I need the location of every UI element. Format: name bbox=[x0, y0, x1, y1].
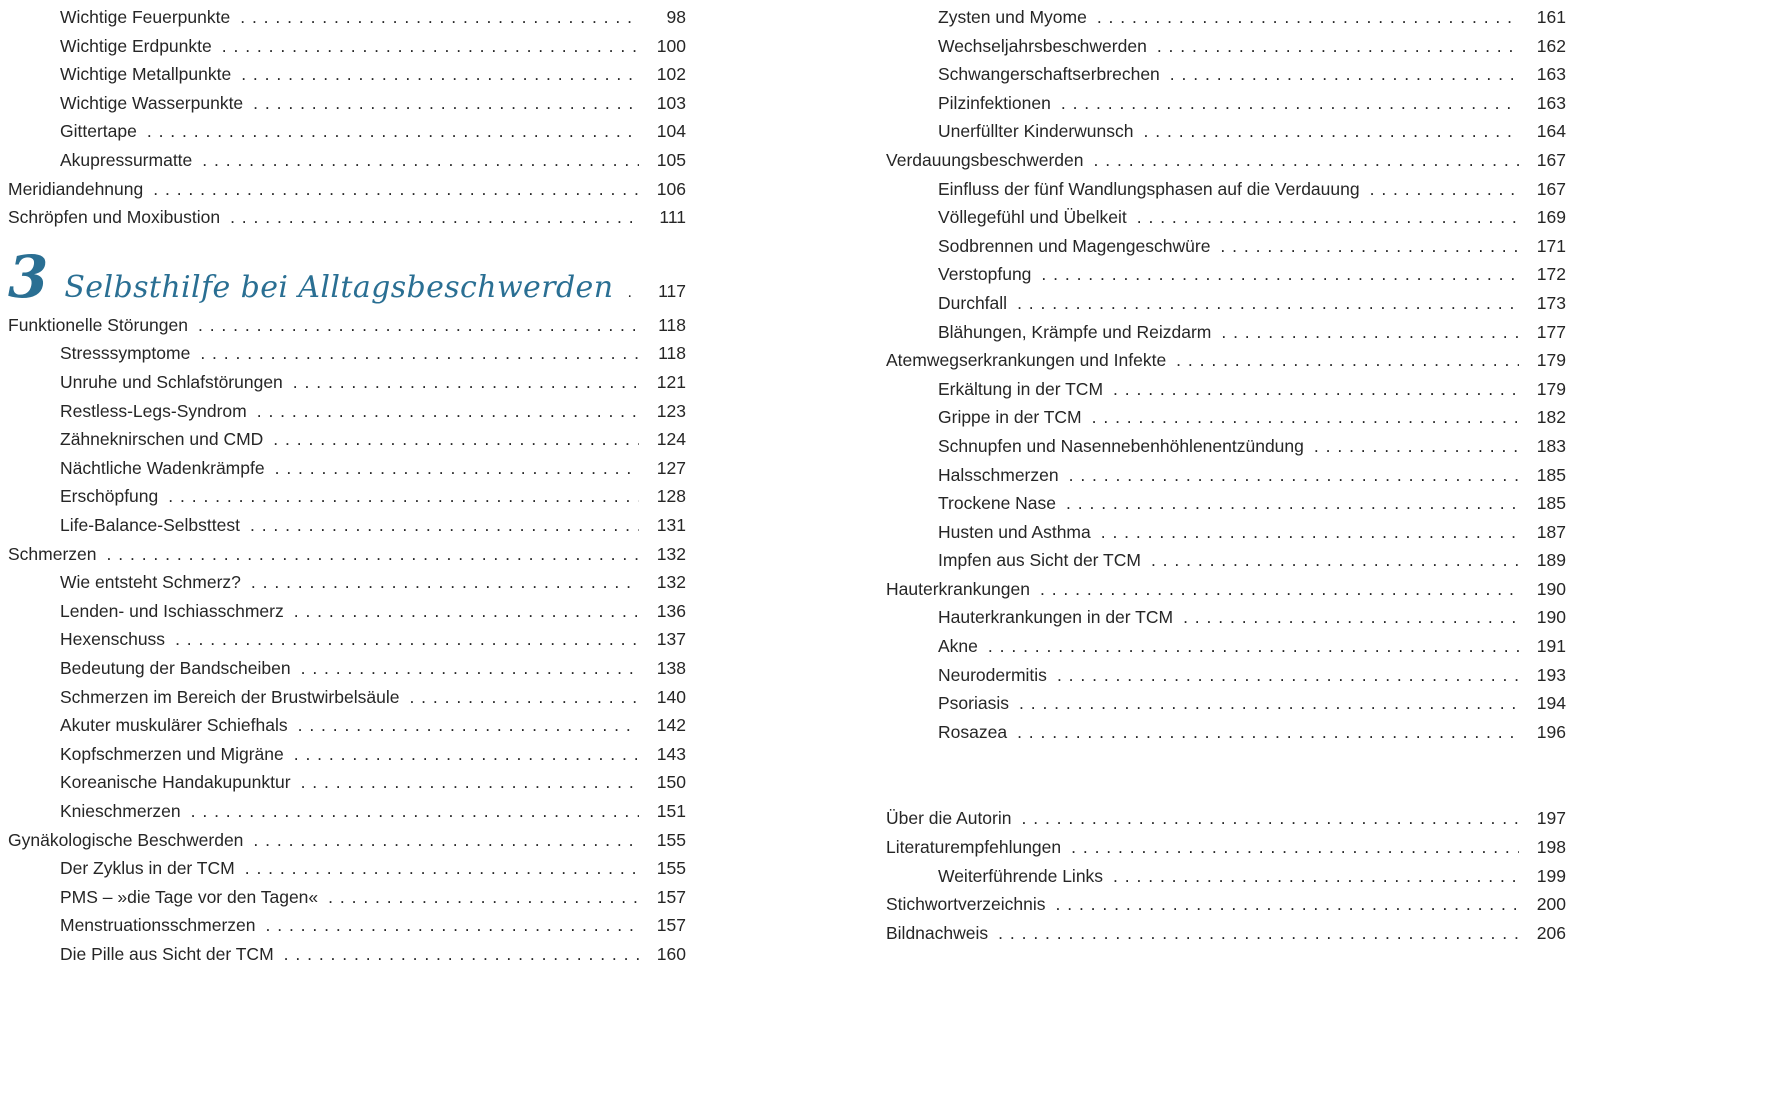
toc-entry-page: 140 bbox=[656, 686, 686, 707]
toc-entry bbox=[886, 575, 1566, 604]
toc-entry-page: 172 bbox=[1536, 264, 1566, 285]
toc-entry-page: 132 bbox=[656, 543, 686, 564]
toc-entry-label: Halsschmerzen bbox=[938, 464, 1059, 485]
dot-leader bbox=[202, 146, 639, 175]
toc-entry bbox=[886, 3, 1566, 32]
toc-entry-label: Bedeutung der Bandscheiben bbox=[60, 657, 291, 678]
toc-entry-page: 157 bbox=[656, 886, 686, 907]
dot-leader bbox=[200, 339, 639, 368]
toc-entry bbox=[8, 883, 686, 912]
dot-leader bbox=[293, 368, 639, 397]
toc-entry-page: 183 bbox=[1536, 435, 1566, 456]
toc-entry bbox=[886, 375, 1566, 404]
toc-entry-label: Akne bbox=[938, 636, 978, 657]
toc-entry-label: Psoriasis bbox=[938, 693, 1009, 714]
toc-entry-label: Menstruationsschmerzen bbox=[60, 915, 256, 936]
toc-entry bbox=[8, 454, 686, 483]
toc-entry bbox=[8, 654, 686, 683]
toc-entry-label: Wichtige Metallpunkte bbox=[60, 64, 232, 85]
dot-leader bbox=[1061, 89, 1519, 118]
toc-entry-page: 171 bbox=[1536, 235, 1566, 256]
toc-entry-page: 102 bbox=[656, 64, 686, 85]
toc-entry-label: Koreanische Handakupunktur bbox=[60, 772, 291, 793]
toc-entry-page: 118 bbox=[658, 314, 686, 335]
toc-entry-page: 167 bbox=[1536, 178, 1566, 199]
dot-leader bbox=[1066, 489, 1519, 518]
toc-entry-page: 197 bbox=[1536, 808, 1566, 829]
toc-entry-label: Grippe in der TCM bbox=[938, 407, 1082, 428]
toc-entry-label: Wichtige Wasserpunkte bbox=[60, 92, 244, 113]
toc-entry bbox=[8, 625, 686, 654]
toc-entry bbox=[8, 683, 686, 712]
dot-leader bbox=[1370, 175, 1519, 204]
toc-entry-page: 150 bbox=[656, 772, 686, 793]
chapter-heading bbox=[8, 242, 686, 311]
toc-column-right bbox=[886, 3, 1566, 947]
dot-leader bbox=[301, 768, 639, 797]
toc-entry-label: Gynäkologische Beschwerden bbox=[8, 829, 244, 850]
toc-entry-page: 164 bbox=[1536, 121, 1566, 142]
chapter-title: Selbsthilfe bei Alltagsbeschwerden bbox=[64, 269, 614, 305]
toc-entry bbox=[886, 175, 1566, 204]
toc-entry-label: Schwangerschaftserbrechen bbox=[938, 64, 1160, 85]
toc-entry bbox=[8, 203, 686, 232]
toc-entry bbox=[886, 318, 1566, 347]
toc-entry-label: Völlegefühl und Übelkeit bbox=[938, 207, 1127, 228]
toc-entry-label: Wichtige Erdpunkte bbox=[60, 35, 212, 56]
toc-entry bbox=[886, 89, 1566, 118]
toc-entry-label: Verstopfung bbox=[938, 264, 1032, 285]
toc-entry bbox=[8, 797, 686, 826]
toc-entry-page: 137 bbox=[656, 629, 686, 650]
toc-entry bbox=[8, 768, 686, 797]
toc-entry-page: 161 bbox=[1536, 7, 1566, 27]
dot-leader bbox=[168, 482, 639, 511]
toc-entry-label: Stichwortverzeichnis bbox=[886, 894, 1046, 915]
toc-entry-page: 198 bbox=[1536, 837, 1566, 858]
toc-entry bbox=[886, 203, 1566, 232]
toc-entry bbox=[8, 711, 686, 740]
dot-leader bbox=[294, 597, 639, 626]
toc-entry-page: 185 bbox=[1536, 464, 1566, 485]
toc-entry-page: 127 bbox=[656, 457, 686, 478]
toc-entry bbox=[886, 432, 1566, 461]
toc-entry-label: Akupressurmatte bbox=[60, 149, 193, 170]
toc-entry-page: 118 bbox=[658, 343, 686, 364]
dot-leader bbox=[107, 540, 639, 569]
toc-entry-label: Schmerzen bbox=[8, 543, 97, 564]
toc-entry-label: Erkältung in der TCM bbox=[938, 378, 1104, 399]
toc-entry bbox=[8, 89, 686, 118]
toc-entry bbox=[886, 661, 1566, 690]
toc-entry bbox=[886, 403, 1566, 432]
dot-leader bbox=[273, 425, 639, 454]
toc-entry-page: 98 bbox=[666, 7, 686, 27]
chapter-number: 3 bbox=[8, 242, 49, 311]
toc-entry-page: 185 bbox=[1536, 493, 1566, 514]
toc-entry-label: Schmerzen im Bereich der Brustwirbelsäule bbox=[60, 686, 400, 707]
toc-entry-label: Pilzinfektionen bbox=[938, 92, 1051, 113]
toc-entry-label: Stresssymptome bbox=[60, 343, 191, 364]
toc-entry bbox=[886, 632, 1566, 661]
toc-entry bbox=[886, 117, 1566, 146]
toc-entry-page: 104 bbox=[656, 121, 686, 142]
toc-entry bbox=[8, 3, 686, 32]
dot-leader bbox=[1040, 575, 1519, 604]
toc-entry-label: Wie entsteht Schmerz? bbox=[60, 572, 241, 593]
toc-entry-page: 179 bbox=[1536, 378, 1566, 399]
toc-entry-label: Funktionelle Störungen bbox=[8, 314, 188, 335]
toc-entry bbox=[886, 489, 1566, 518]
dot-leader bbox=[1057, 661, 1519, 690]
dot-leader bbox=[230, 203, 639, 232]
toc-entry bbox=[886, 461, 1566, 490]
toc-entry-label: Impfen aus Sicht der TCM bbox=[938, 550, 1141, 571]
toc-entry-page: 173 bbox=[1536, 292, 1566, 313]
dot-leader bbox=[294, 740, 639, 769]
toc-entry-label: Die Pille aus Sicht der TCM bbox=[60, 943, 274, 964]
chapter-page-number: 117 bbox=[658, 280, 686, 301]
toc-entry bbox=[886, 833, 1566, 862]
toc-entry-label: Einfluss der fünf Wandlungsphasen auf die Verdauung bbox=[938, 178, 1360, 199]
toc-entry bbox=[8, 397, 686, 426]
toc-entry-page: 103 bbox=[656, 92, 686, 113]
toc-entry-label: Zysten und Myome bbox=[938, 7, 1087, 27]
toc-entry-page: 121 bbox=[656, 372, 686, 393]
dot-leader bbox=[1097, 3, 1519, 32]
toc-entry bbox=[886, 260, 1566, 289]
toc-entry-page: 162 bbox=[1536, 35, 1566, 56]
toc-entry-label: Neurodermitis bbox=[938, 664, 1047, 685]
toc-entry bbox=[8, 117, 686, 146]
toc-entry-page: 169 bbox=[1536, 207, 1566, 228]
toc-entry-page: 155 bbox=[656, 829, 686, 850]
toc-entry bbox=[8, 311, 686, 340]
toc-entry-label: Life-Balance-Selbsttest bbox=[60, 515, 240, 535]
toc-entry bbox=[8, 911, 686, 940]
toc-section-gap bbox=[886, 746, 1566, 804]
toc-entry bbox=[8, 60, 686, 89]
toc-entry bbox=[8, 425, 686, 454]
toc-entry bbox=[886, 890, 1566, 919]
toc-entry-label: Schnupfen und Nasennebenhöhlenentzündung bbox=[938, 435, 1304, 456]
toc-entry-page: 143 bbox=[656, 743, 686, 764]
dot-leader bbox=[1019, 689, 1519, 718]
toc-entry-label: Knieschmerzen bbox=[60, 800, 181, 821]
toc-entry bbox=[886, 919, 1566, 948]
toc-entry-label: Nächtliche Wadenkrämpfe bbox=[60, 457, 265, 478]
toc-entry-page: 190 bbox=[1536, 607, 1566, 628]
dot-leader bbox=[1176, 346, 1519, 375]
dot-leader bbox=[241, 60, 639, 89]
toc-entry-label: Restless-Legs-Syndrom bbox=[60, 400, 247, 421]
dot-leader bbox=[998, 919, 1519, 948]
dot-leader bbox=[147, 117, 639, 146]
toc-entry bbox=[886, 146, 1566, 175]
dot-leader bbox=[1221, 318, 1519, 347]
toc-entry-label: Kopfschmerzen und Migräne bbox=[60, 743, 284, 764]
dot-leader bbox=[1314, 432, 1519, 461]
toc-entry-label: Gittertape bbox=[60, 121, 137, 142]
toc-entry-page: 136 bbox=[656, 600, 686, 621]
dot-leader bbox=[298, 711, 639, 740]
dot-leader bbox=[284, 940, 639, 969]
toc-entry-page: 177 bbox=[1536, 321, 1566, 342]
toc-entry-page: 182 bbox=[1536, 407, 1566, 428]
toc-entry-page: 151 bbox=[656, 800, 686, 821]
toc-entry-label: Über die Autorin bbox=[886, 808, 1012, 829]
toc-entry-label: Trockene Nase bbox=[938, 493, 1057, 514]
toc-entry bbox=[886, 60, 1566, 89]
toc-entry bbox=[8, 826, 686, 855]
toc-entry-label: Unerfüllter Kinderwunsch bbox=[938, 121, 1134, 142]
toc-entry-label: Hexenschuss bbox=[60, 629, 166, 650]
dot-leader bbox=[253, 826, 639, 855]
toc-entry-label: Zähneknirschen und CMD bbox=[60, 429, 264, 450]
toc-entry bbox=[8, 368, 686, 397]
toc-entry-page: 194 bbox=[1536, 693, 1566, 714]
toc-entry-page: 100 bbox=[656, 35, 686, 56]
toc-entry-label: Husten und Asthma bbox=[938, 521, 1091, 542]
toc-entry-page: 131 bbox=[656, 515, 686, 535]
toc-entry bbox=[886, 518, 1566, 547]
toc-entry bbox=[8, 597, 686, 626]
toc-column-left bbox=[8, 3, 686, 969]
dot-leader bbox=[275, 454, 639, 483]
dot-leader bbox=[301, 654, 639, 683]
dot-leader bbox=[1170, 60, 1519, 89]
toc-entry-label: Rosazea bbox=[938, 721, 1008, 742]
dot-leader bbox=[251, 568, 639, 597]
toc-entry bbox=[886, 346, 1566, 375]
toc-entry bbox=[8, 540, 686, 569]
dot-leader bbox=[153, 175, 639, 204]
dot-leader bbox=[191, 797, 639, 826]
toc-entry-label: Literaturempfehlungen bbox=[886, 837, 1062, 858]
dot-leader bbox=[1092, 403, 1519, 432]
toc-entry-page: 189 bbox=[1536, 550, 1566, 571]
toc-entry bbox=[8, 854, 686, 883]
toc-entry-label: Der Zyklus in der TCM bbox=[60, 858, 235, 879]
toc-entry-label: Sodbrennen und Magengeschwüre bbox=[938, 235, 1211, 256]
toc-entry-page: 142 bbox=[656, 715, 686, 736]
dot-leader bbox=[1113, 862, 1519, 891]
toc-entry bbox=[8, 740, 686, 769]
toc-entry-page: 106 bbox=[656, 178, 686, 199]
toc-entry-page: 157 bbox=[656, 915, 686, 936]
dot-leader bbox=[1157, 32, 1519, 61]
toc-entry-page: 132 bbox=[656, 572, 686, 593]
toc-entry bbox=[886, 603, 1566, 632]
dot-leader bbox=[175, 625, 639, 654]
toc-entry-page: 128 bbox=[656, 486, 686, 507]
toc-entry-page: 199 bbox=[1536, 865, 1566, 886]
toc-entry-label: Wechseljahrsbeschwerden bbox=[938, 35, 1147, 56]
dot-leader bbox=[1101, 518, 1519, 547]
toc-entry-label: Akuter muskulärer Schiefhals bbox=[60, 715, 288, 736]
dot-leader bbox=[222, 32, 639, 61]
dot-leader bbox=[1017, 718, 1519, 747]
toc-entry-page: 111 bbox=[659, 207, 686, 228]
dot-leader bbox=[1017, 289, 1519, 318]
toc-entry-page: 167 bbox=[1536, 149, 1566, 170]
toc-entry bbox=[8, 339, 686, 368]
dot-leader bbox=[409, 683, 639, 712]
toc-entry-label: Erschöpfung bbox=[60, 486, 159, 507]
toc-entry-page: 187 bbox=[1536, 521, 1566, 542]
toc-entry-label: Atemwegserkrankungen und Infekte bbox=[886, 350, 1167, 371]
dot-leader bbox=[988, 632, 1519, 661]
dot-leader bbox=[1151, 546, 1519, 575]
toc-entry-page: 179 bbox=[1536, 350, 1566, 371]
dot-leader bbox=[245, 854, 639, 883]
toc-entry-page: 206 bbox=[1536, 922, 1566, 943]
toc-entry-page: 138 bbox=[656, 657, 686, 678]
toc-entry-page: 105 bbox=[656, 149, 686, 170]
toc-entry bbox=[886, 546, 1566, 575]
toc-entry-label: Blähungen, Krämpfe und Reizdarm bbox=[938, 321, 1212, 342]
dot-leader bbox=[1071, 833, 1519, 862]
toc-entry bbox=[886, 289, 1566, 318]
toc-entry-page: 200 bbox=[1536, 894, 1566, 915]
toc-entry-label: Hauterkrankungen in der TCM bbox=[938, 607, 1174, 628]
toc-entry-label: Durchfall bbox=[938, 292, 1008, 313]
toc-entry bbox=[886, 718, 1566, 747]
dot-leader bbox=[266, 911, 640, 940]
toc-entry bbox=[886, 232, 1566, 261]
toc-entry-page: 193 bbox=[1536, 664, 1566, 685]
toc-entry-label: Bildnachweis bbox=[886, 922, 989, 943]
dot-leader bbox=[1041, 260, 1519, 289]
dot-leader bbox=[1113, 375, 1519, 404]
dot-leader bbox=[1144, 117, 1519, 146]
toc-entry-page: 124 bbox=[656, 429, 686, 450]
toc-entry-label: Unruhe und Schlafstörungen bbox=[60, 372, 283, 393]
toc-entry-label: PMS – »die Tage vor den Tagen« bbox=[60, 886, 319, 907]
toc-entry bbox=[8, 940, 686, 969]
toc-entry bbox=[8, 482, 686, 511]
toc-entry bbox=[8, 568, 686, 597]
toc-entry-page: 196 bbox=[1536, 721, 1566, 742]
toc-entry bbox=[8, 146, 686, 175]
dot-leader bbox=[627, 284, 639, 302]
toc-entry-page: 123 bbox=[656, 400, 686, 421]
toc-entry-page: 191 bbox=[1536, 636, 1566, 657]
dot-leader bbox=[1069, 461, 1519, 490]
toc-entry-label: Lenden- und Ischiasschmerz bbox=[60, 600, 284, 621]
dot-leader bbox=[250, 511, 639, 540]
toc-entry-label: Meridiandehnung bbox=[8, 178, 144, 199]
toc-entry bbox=[8, 511, 686, 540]
dot-leader bbox=[1056, 890, 1520, 919]
toc-entry-label: Wichtige Feuerpunkte bbox=[60, 7, 231, 27]
toc-entry bbox=[886, 862, 1566, 891]
toc-entry bbox=[8, 175, 686, 204]
toc-entry bbox=[886, 32, 1566, 61]
toc-entry bbox=[886, 689, 1566, 718]
toc-entry-label: Schröpfen und Moxibustion bbox=[8, 207, 221, 228]
toc-entry-page: 163 bbox=[1536, 64, 1566, 85]
toc-entry-label: Verdauungsbeschwerden bbox=[886, 149, 1084, 170]
dot-leader bbox=[1022, 804, 1520, 833]
toc-entry-page: 190 bbox=[1536, 578, 1566, 599]
dot-leader bbox=[1094, 146, 1519, 175]
toc-entry-label: Hauterkrankungen bbox=[886, 578, 1030, 599]
dot-leader bbox=[198, 311, 639, 340]
toc-entry-page: 155 bbox=[656, 858, 686, 879]
dot-leader bbox=[1183, 603, 1519, 632]
dot-leader bbox=[240, 3, 639, 32]
dot-leader bbox=[1220, 232, 1519, 261]
toc-entry-page: 160 bbox=[656, 943, 686, 964]
toc-entry bbox=[886, 804, 1566, 833]
toc-entry bbox=[8, 32, 686, 61]
dot-leader bbox=[328, 883, 639, 912]
toc-entry-page: 163 bbox=[1536, 92, 1566, 113]
dot-leader bbox=[253, 89, 639, 118]
dot-leader bbox=[1137, 203, 1519, 232]
dot-leader bbox=[257, 397, 639, 426]
toc-entry-label: Weiterführende Links bbox=[938, 865, 1104, 886]
